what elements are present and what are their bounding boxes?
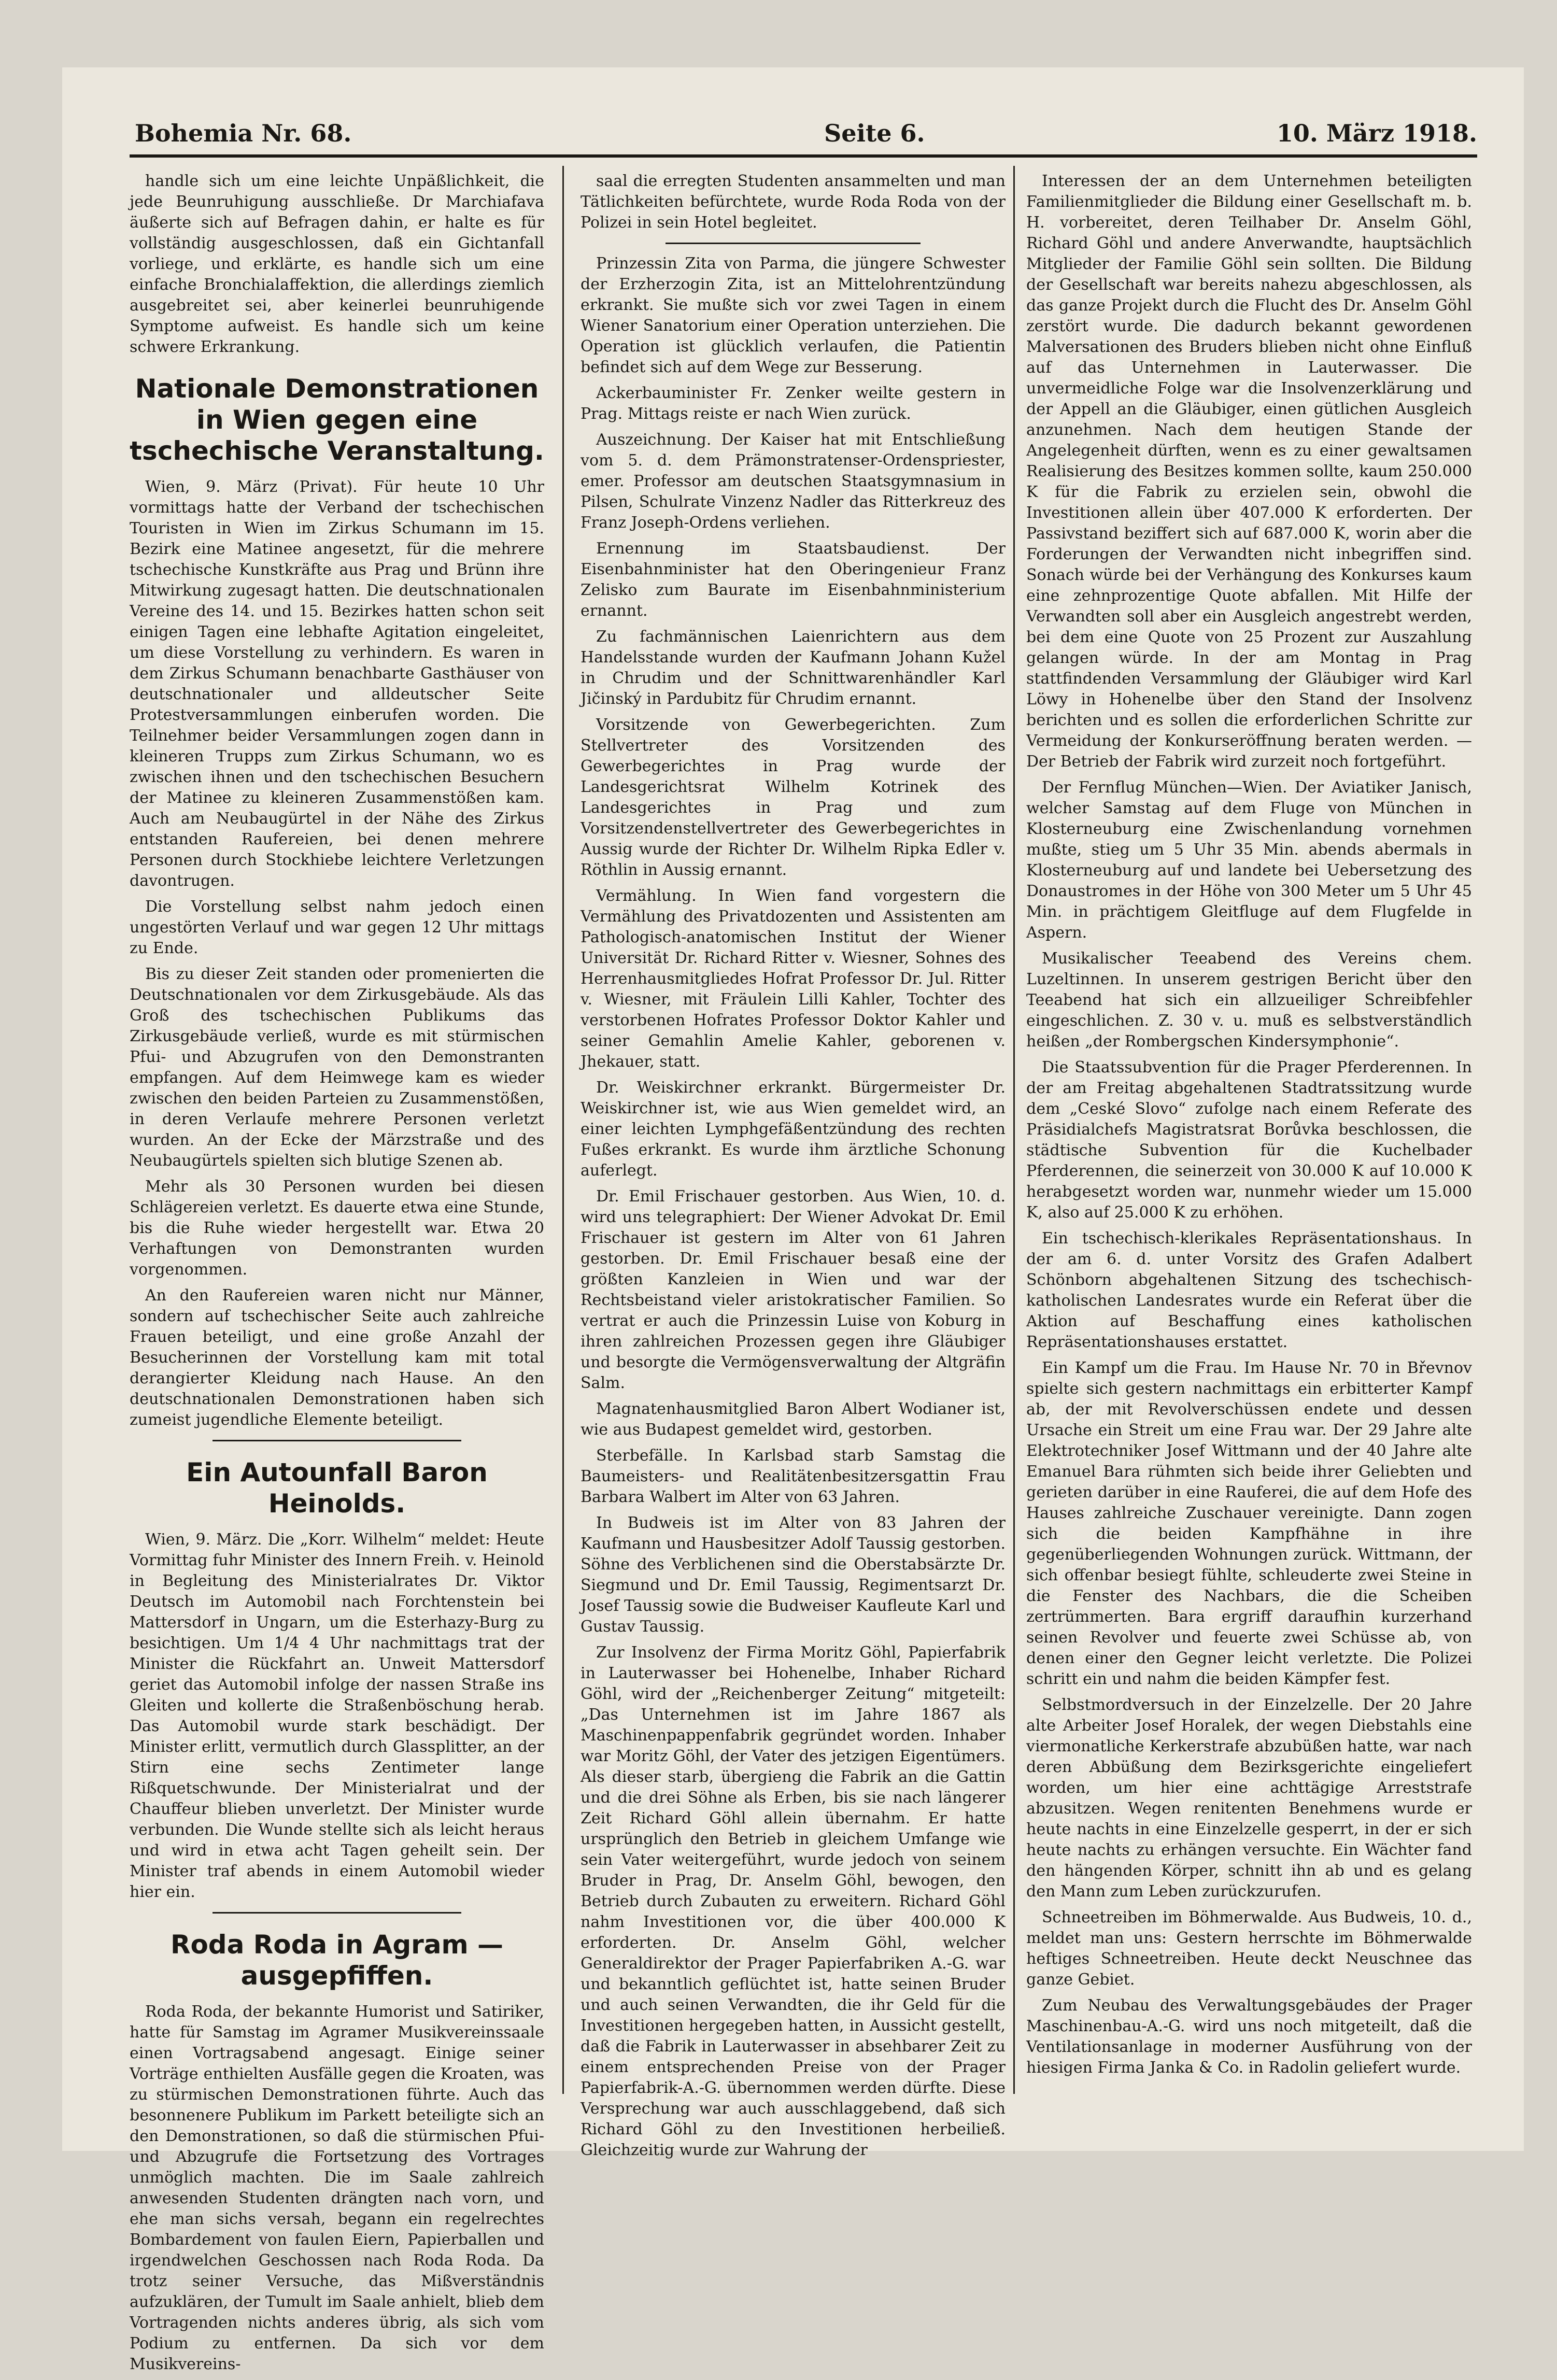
- headline: Nationale Demonstrationen in Wien gegen eine tschechische Veranstaltung.: [130, 374, 544, 466]
- news-item: Sterbefälle. In Karlsbad starb Samstag die Baumeisters- und Realitätenbesitzersgattin Frau Barbara Walbert im Alter von 63 Jahren.: [581, 1447, 1006, 1506]
- article-paragraph: handle sich um eine leichte Unpäßlichkeit, die jede Beunruhigung ausschließe. Dr Marchiafava äußerte sich auf Befragen dahin, er halte es für vollständig ausgeschlossen, daß ein Gichtanfall vorliege, und erklärte, es handle sich um eine einfache Bronchialaffektion, die allerdings ziemlich ausgebreitet sei, aber keinerlei beunruhigende Symptome aufweist. Es handle sich um keine schwere Erkrankung.: [130, 172, 544, 356]
- header-rule: [130, 154, 1477, 158]
- separator: [213, 1440, 461, 1441]
- article-paragraph: An den Raufereien waren nicht nur Männer, sondern auf tschechischer Seite auch zahlreiche Frauen beteiligt, und eine große Anzahl der Besucherinnen der Vorstellung kam mit total derangierter Kleidung nach Hause. An den deutschnationalen Demonstrationen haben sich zumeist jugendliche Elemente beteiligt.: [130, 1286, 544, 1429]
- article-paragraph: Wien, 9. März. Die „Korr. Wilhelm“ meldet: Heute Vormittag fuhr Minister des Innern Freih. v. Heinold in Begleitung des Ministerialrates Dr. Viktor Deutsch im Automobil nach Forchtenstein bei Mattersdorf in Ungarn, um die Esterhazy-Burg zu besichtigen. Um 1/4 4 Uhr nachmittags trat der Minister die Rückfahrt an. Unweit Mattersdorf geriet das Automobil infolge der nassen Straße ins Gleiten und kollerte die Straßenböschung herab. Das Automobil wurde stark beschädigt. Der Minister erlitt, vermutlich durch Glassplitter, an der Stirn eine sechs Zentimeter lange Rißquetschwunde. Der Ministerialrat und der Chauffeur blieben unverletzt. Der Minister wurde verbunden. Die Wunde stellte sich als leicht heraus und wird in etwa acht Tagen geheilt sein. Der Minister traf abends in einem Automobil wieder hier ein.: [130, 1531, 544, 1901]
- article-paragraph: Mehr als 30 Personen wurden bei diesen Schlägereien verletzt. Es dauerte etwa eine Stunde, bis die Ruhe wieder hergestellt war. Etwa 20 Verhaftungen von Demonstranten wurden vorgenommen.: [130, 1178, 544, 1279]
- column-1: [130, 171, 544, 2380]
- paper-issue: Bohemia Nr. 68.: [135, 119, 352, 147]
- page-header: [67, 119, 1477, 150]
- news-item: Ein tschechisch-klerikales Repräsentationshaus. In der am 6. d. unter Vorsitz des Grafen Adalbert Schönborn abgehaltenen Sitzung des tschechisch-katholischen Landesrates wurde ein Referat über die Aktion auf Beschaffung eines katholischen Repräsentationshauses erstattet.: [1026, 1229, 1472, 1351]
- news-item: In Budweis ist im Alter von 83 Jahren der Kaufmann und Hausbesitzer Adolf Taussig gestorben. Söhne des Verblichenen sind die Oberstabsärzte Dr. Siegmund und Dr. Emil Taussig, Regimentsarzt Dr. Josef Taussig sowie die Budweiser Kaufleute Karl und Gustav Taussig.: [581, 1514, 1006, 1636]
- news-item: Der Fernflug München—Wien. Der Aviatiker Janisch, welcher Samstag auf dem Fluge von München in Klosterneuburg eine Zwischenlandung vornehmen mußte, stieg um 5 Uhr 35 Min. abends abermals in Klosterneuburg auf und landete bei Uebersetzung des Donaustromes in der Höhe von 300 Meter um 5 Uhr 45 Min. in prächtigem Gleitfluge auf dem Flugfelde in Aspern.: [1026, 778, 1472, 942]
- news-item: Prinzessin Zita von Parma, die jüngere Schwester der Erzherzogin Zita, ist an Mittelohrentzündung erkrankt. Sie mußte sich vor zwei Tagen in einem Wiener Sanatorium einer Operation unterziehen. Die Operation ist glücklich verlaufen, die Patientin befindet sich auf dem Wege zur Besserung.: [581, 254, 1006, 376]
- news-item: Vorsitzende von Gewerbegerichten. Zum Stellvertreter des Vorsitzenden des Gewerbegerichtes in Prag wurde der Landesgerichtsrat Wilhelm Kotrinek des Landesgerichtes in Prag und zum Vorsitzendenstellvertreter des Gewerbegerichtes in Aussig wurde der Richter Dr. Wilhelm Ripka Edler v. Röthlin in Aussig ernannt.: [581, 716, 1006, 879]
- article-paragraph: saal die erregten Studenten ansammelten und man Tätlichkeiten befürchtete, wurde Roda Roda von der Polizei in sein Hotel begleitet.: [581, 172, 1006, 232]
- column-divider: [1013, 166, 1015, 2094]
- news-item: Selbstmordversuch in der Einzelzelle. Der 20 Jahre alte Arbeiter Josef Horalek, der wegen Diebstahls eine viermonatliche Kerkerstrafe abzubüßen hatte, war nach deren Abbüßung dem Bezirksgerichte eingeliefert worden, um hier eine achttägige Arreststrafe abzusitzen. Wegen renitenten Benehmens wurde er heute nachts in eine Einzelzelle gesperrt, in der er sich heute nachts zu erhängen versuchte. Ein Wächter fand den hängenden Körper, schnitt ihn ab und es gelang den Mann zum Leben zurückzurufen.: [1026, 1696, 1472, 1901]
- headline: Ein Autounfall Baron Heinolds.: [186, 1457, 488, 1519]
- news-item: Die Staatssubvention für die Prager Pferderennen. In der am Freitag abgehaltenen Stadtratssitzung wurde dem „Ceské Slovo“ zufolge nach einem Referate des Präsidialchefs Magistratsrat Borůvka beschlossen, die städtische Subvention für die Kuchelbader Pferderennen, die seinerzeit von 30.000 K auf 10.000 K herabgesetzt worden war, nunmehr wieder um 15.000 K, also auf 25.000 K zu erhöhen.: [1026, 1058, 1472, 1222]
- article-paragraph: Interessen der an dem Unternehmen beteiligten Familienmitglieder die Bildung einer Gesellschaft m. b. H. vorbereitet, deren Teilhaber Dr. Anselm Göhl, Richard Göhl und andere Anverwandte, hauptsächlich Mitglieder der Familie Göhl sein sollten. Die Bildung der Gesellschaft war bereits nahezu abgeschlossen, als das ganze Projekt durch die Flucht des Dr. Anselm Göhl zerstört wurde. Die dadurch bekannt gewordenen Malversationen des Bruders blieben nicht ohne Einfluß auf das Unternehmen in Lauterwasser. Die unvermeidliche Folge war die Insolvenzerklärung und der Appell an die Gläubiger, einen gütlichen Ausgleich anzunehmen. Nach dem heutigen Stande der Angelegenheit dürften, wenn es zu einer gewaltsamen Realisierung des Besitzes kommen sollte, kaum 250.000 K für die Fabrik zu erzielen sein, obwohl die Investitionen allein über 407.000 K erforderten. Der Passivstand beziffert sich auf 687.000 K, worin aber die Forderungen der Verwandten nicht inbegriffen sind. Sonach würde bei der Verhängung des Konkurses kaum eine zehnprozentige Quote abfallen. Mit Hilfe der Verwandten soll aber ein Ausgleich angestrebt werden, bei dem eine Quote von 25 Prozent zur Auszahlung gelangen würde. In der am Montag in Prag stattfindenden Versammlung der Gläubiger wird Karl Löwy in Hohenelbe über den Stand der Insolvenz berichten und es sollen die erforderlichen Schritte zur Vermeidung der Konkurseröffnung beraten werden. — Der Betrieb der Fabrik wird zurzeit noch fortgeführt.: [1026, 172, 1472, 771]
- column-divider: [562, 166, 564, 2094]
- separator: [666, 243, 921, 244]
- news-item: Magnatenhausmitglied Baron Albert Wodianer ist, wie aus Budapest gemeldet wird, gestorben.: [581, 1400, 1006, 1439]
- column-3: [1026, 171, 1472, 2084]
- news-item: Zu fachmännischen Laienrichtern aus dem Handelsstande wurden der Kaufmann Johann Kužel in Chrudim und der Schnittwarenhändler Karl Jičinský in Pardubitz für Chrudim ernannt.: [581, 628, 1006, 708]
- news-item: Dr. Emil Frischauer gestorben. Aus Wien, 10. d. wird uns telegraphiert: Der Wiener Advokat Dr. Emil Frischauer ist gestern im Alter von 61 Jahren gestorben. Dr. Emil Frischauer besaß eine der größten Kanzleien in Wien und war der Rechtsbeistand vieler aristokratischer Familien. So vertrat er auch die Prinzessin Luise von Koburg in ihren zahlreichen Prozessen gegen ihre Gläubiger und besorgte die Vermögensverwaltung der Altgräfin Salm.: [581, 1187, 1006, 1392]
- article-paragraph: Die Vorstellung selbst nahm jedoch einen ungestörten Verlauf und war gegen 12 Uhr mittags zu Ende.: [130, 898, 544, 957]
- news-item: Schneetreiben im Böhmerwalde. Aus Budweis, 10. d., meldet man uns: Gestern herrschte im Böhmerwalde heftiges Schneetreiben. Heute deckt Neuschnee das ganze Gebiet.: [1026, 1908, 1472, 1989]
- news-item: Zum Neubau des Verwaltungsgebäudes der Prager Maschinenbau-A.-G. wird uns noch mitgeteilt, daß die Ventilationsanlage in moderner Ausführung von der hiesigen Firma Janka & Co. in Radolin geliefert wurde.: [1026, 1996, 1472, 2077]
- news-item: Ein Kampf um die Frau. Im Hause Nr. 70 in Břevnov spielte sich gestern nachmittags ein erbitterter Kampf ab, der mit Revolverschüssen endete und dessen Ursache ein Streit um eine Frau war. Der 29 Jahre alte Elektrotechniker Josef Wittmann und der 40 Jahre alte Emanuel Bara rühmten sich beide ihrer Geliebten und gerieten darüber in eine Rauferei, die auf dem Hofe des Hauses zahlreiche Zuschauer vereinigte. Dann zogen sich die beiden Kampfhähne in ihre gegenüberliegenden Wohnungen zurück. Wittmann, der sich offenbar besiegt fühlte, schleuderte zwei Steine in die Fenster des Nachbars, die die Scheiben zertrümmerten. Bara ergriff daraufhin kurzerhand seinen Revolver und feuerte zwei Schüsse ab, von denen einer den Gegner leicht verletzte. Die Polizei schritt ein und nahm die beiden Kämpfer fest.: [1026, 1359, 1472, 1688]
- news-item: Vermählung. In Wien fand vorgestern die Vermählung des Privatdozenten und Assistenten am Pathologisch-anatomischen Institut der Wiener Universität Dr. Richard Ritter v. Wiesner, Sohnes des Herrenhausmitgliedes Hofrat Professor Dr. Jul. Ritter v. Wiesner, mit Fräulein Lilli Kahler, Tochter des verstorbenen Hofrates Professor Doktor Kahler und seiner Gemahlin Amelie Kahler, geborenen v. Jhekauer, statt.: [581, 887, 1006, 1071]
- page-number: Seite 6.: [824, 119, 925, 147]
- separator: [213, 1912, 461, 1914]
- news-item: Ernennung im Staatsbaudienst. Der Eisenbahnminister hat den Oberingenieur Franz Zelisko zum Baurate im Eisenbahnministerium ernannt.: [581, 540, 1006, 620]
- news-item: Auszeichnung. Der Kaiser hat mit Entschließung vom 5. d. dem Prämonstratenser-Ordenspriester, emer. Professor am deutschen Staatsgymnasium in Pilsen, Schulrate Vinzenz Nadler das Ritterkreuz des Franz Joseph-Ordens verliehen.: [581, 431, 1006, 532]
- article-paragraph: Roda Roda, der bekannte Humorist und Satiriker, hatte für Samstag im Agramer Musikvereinssaale einen Vortragsabend angesagt. Einige seiner Vorträge enthielten Ausfälle gegen die Kroaten, was zu stürmischen Demonstrationen führte. Auch das besonnenere Publikum im Parkett beteiligte sich an den Demonstrationen, so daß die stürmischen Pfui- und Abzugrufe die Fortsetzung des Vortrages unmöglich machten. Die im Saale zahlreich anwesenden Studenten drängten nach vorn, und ehe man sichs versah, begann ein regelrechtes Bombardement von faulen Eiern, Papierballen und irgendwelchen Geschossen nach Roda Roda. Da trotz seiner Versuche, das Mißverständnis aufzuklären, der Tumult im Saale anhielt, blieb dem Vortragenden nichts anderes übrig, als sich vom Podium zu entfernen. Da sich vor dem Musikvereins-: [130, 2003, 544, 2373]
- headline: Roda Roda in Agram — ausgepfiffen.: [170, 1930, 504, 1991]
- article-paragraph: Bis zu dieser Zeit standen oder promenierten die Deutschnationalen vor dem Zirkusgebäude. Als das Groß des tschechischen Publikums das Zirkusgebäude verließ, wurde es mit stürmischen Pfui- und Abzugrufen von den Demonstranten empfangen. Auf dem Heimwege kam es wieder zwischen den beiden Parteien zu Zusammenstößen, in deren Verlaufe mehrere Personen verletzt wurden. An der Ecke der Märzstraße und des Neubaugürtels spielten sich blutige Szenen ab.: [130, 965, 544, 1170]
- issue-date: 10. März 1918.: [1276, 119, 1477, 147]
- article-paragraph: Wien, 9. März (Privat). Für heute 10 Uhr vormittags hatte der Verband der tschechischen Touristen in Wien im Zirkus Schumann im 15. Bezirk eine Matinee angesetzt, für die mehrere tschechische Kunstkräfte aus Prag und Brünn ihre Mitwirkung zugesagt hatten. Die deutschnationalen Vereine des 14. und 15. Bezirkes hatten schon seit einigen Tagen eine lebhafte Agitation eingeleitet, um diese Vorstellung zu verhindern. Es waren in dem Zirkus Schumann benachbarte Gasthäuser von deutschnationaler und alldeutscher Seite Protestversammlungen einberufen worden. Die Teilnehmer beider Versammlungen zogen dann in kleineren Trupps zum Zirkus Schumann, wo es zwischen ihnen und den tschechischen Besuchern der Matinee zu kleineren Zusammenstößen kam. Auch am Neubaugürtel in der Nähe des Zirkus entstanden Raufereien, bei denen mehrere Personen durch Stockhiebe leichtere Verletzungen davontrugen.: [130, 478, 544, 890]
- news-item: Dr. Weiskirchner erkrankt. Bürgermeister Dr. Weiskirchner ist, wie aus Wien gemeldet wird, an einer leichten Lymphgefäßentzündung des rechten Fußes erkrankt. Es wurde ihm ärztliche Schonung auferlegt.: [581, 1079, 1006, 1180]
- column-2: [581, 171, 1006, 2166]
- news-item: Musikalischer Teeabend des Vereins chem. Luzeltinnen. In unserem gestrigen Bericht über den Teeabend hat sich ein allzueiliger Schreibfehler eingeschlichen. Z. 30 v. u. muß es selbstverständlich heißen „der Rombergschen Kindersymphonie“.: [1026, 950, 1472, 1051]
- news-item: Ackerbauminister Fr. Zenker weilte gestern in Prag. Mittags reiste er nach Wien zurück.: [581, 384, 1006, 423]
- news-item: Zur Insolvenz der Firma Moritz Göhl, Papierfabrik in Lauterwasser bei Hohenelbe, Inhaber Richard Göhl, wird der „Reichenberger Zeitung“ mitgeteilt: „Das Unternehmen ist im Jahre 1867 als Maschinenpappenfabrik gegründet worden. Inhaber war Moritz Göhl, der Vater des jetzigen Eigentümers. Als dieser starb, übergieng die Fabrik an die Gattin und die drei Söhne als Erben, bis sie nach längerer Zeit Richard Göhl allein übernahm. Er hatte ursprünglich den Betrieb in gleichem Umfange wie sein Vater weitergeführt, wurde jedoch von seinem Bruder in Prag, Dr. Anselm Göhl, bewogen, den Betrieb durch Zubauten zu erweitern. Richard Göhl nahm Investitionen vor, die über 400.000 K erforderten. Dr. Anselm Göhl, welcher Generaldirektor der Prager Papierfabriken A.-G. war und bekanntlich geflüchtet ist, hatte seinen Bruder und auch seinen Verwandten, die ihr Geld für die Investitionen hergegeben hatten, in Aussicht gestellt, daß die Fabrik in Lauterwasser in absehbarer Zeit zu einem entsprechenden Preise von der Prager Papierfabrik-A.-G. übernommen werden dürfte. Diese Versprechung war auch ausschlaggebend, daß sich Richard Göhl zu den Investitionen herbeiließ. Gleichzeitig wurde zur Wahrung der: [581, 1644, 1006, 2159]
